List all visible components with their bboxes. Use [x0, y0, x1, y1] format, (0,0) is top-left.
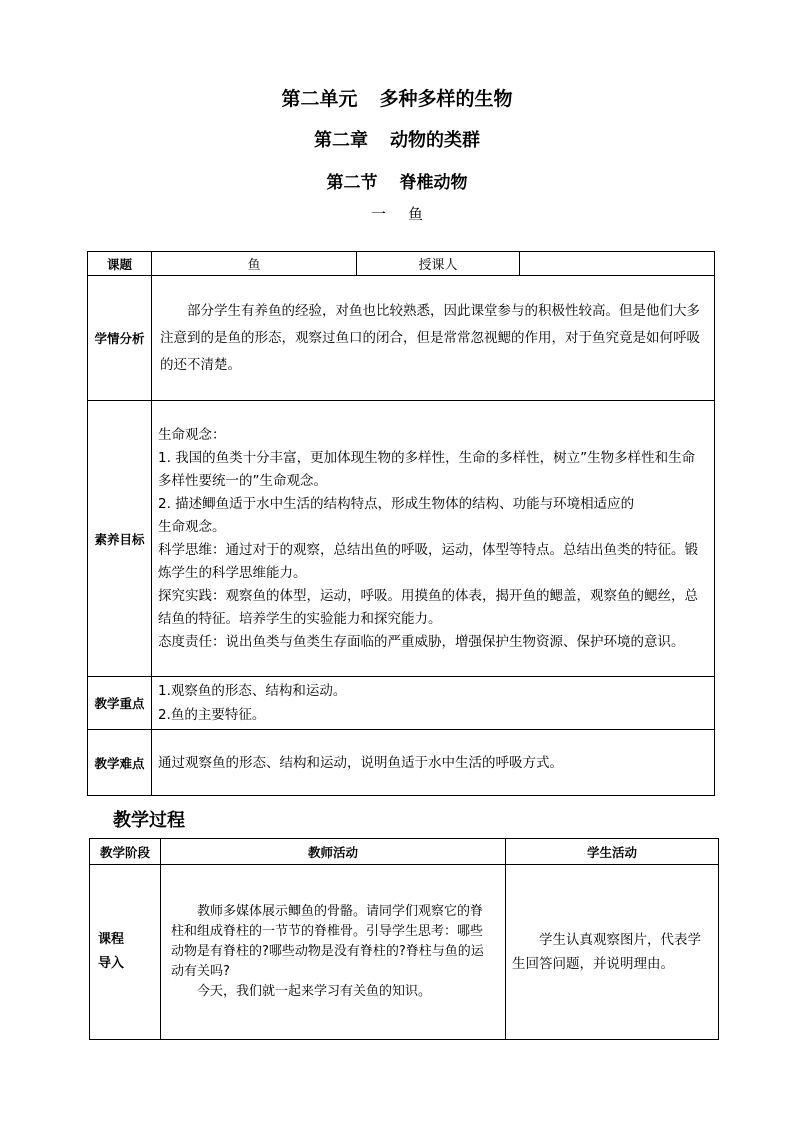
goal-line: 2. 描述鲫鱼适于水中生活的结构特点，形成生物体的结构、功能与环境相适应的: [158, 495, 635, 512]
lesson-title: 一 鱼: [370, 205, 424, 223]
process-title: 教学过程: [113, 810, 185, 831]
difficult-points-label: 教学难点: [88, 730, 152, 796]
analysis-label: 学情分析: [88, 276, 152, 401]
teacher-value: [520, 252, 715, 276]
stage-line: 导入: [98, 956, 125, 971]
student-activity-cell: 学生认真观察图片，代表学生回答问题，并说明理由。: [506, 865, 719, 1040]
teacher-activity-para: 今天，我们就一起来学习有关鱼的知识。: [197, 984, 432, 999]
table-row: [88, 276, 715, 401]
section-title: 第二节 脊椎动物: [326, 173, 468, 193]
goal-line: 科学思维：通过对于的观察，总结出鱼的呼吸，运动，体型等特点。总结出鱼类的特征。锻炼学生的科学思维能力。: [158, 541, 698, 581]
topic-value: 鱼: [152, 252, 357, 276]
teacher-activity-cell: [161, 865, 506, 1040]
analysis-text: 部分学生有养鱼的经验，对鱼也比较熟悉，因此课堂参与的积极性较高。但是他们大多注意到的是鱼的形态，观察过鱼口的闭合，但是常常忽视鳃的作用，对于鱼究竟是如何呼吸的还不清楚。: [152, 276, 715, 401]
key-point-line: 1.观察鱼的形态、结构和运动。: [158, 683, 347, 699]
table-row: [90, 839, 719, 865]
teacher-label: 授课人: [357, 252, 520, 276]
table-row: [88, 252, 715, 276]
header-student-activity: 学生活动: [506, 839, 719, 865]
table-row: [88, 401, 715, 677]
goal-line: 生命观念：: [158, 426, 226, 443]
goals-content: [152, 401, 715, 677]
chapter-title: 第二章 动物的类群: [314, 130, 480, 151]
table-row: [90, 865, 719, 1040]
goals-label: 素养目标: [88, 401, 152, 677]
table-row: [88, 730, 715, 796]
unit-title: 第二单元 多种多样的生物: [281, 88, 513, 110]
topic-label: 课题: [88, 252, 152, 276]
lesson-info-table: [87, 251, 715, 796]
goal-line: 1. 我国的鱼类十分丰富，更加体现生物的多样性，生命的多样性，树立”生物多样性和生命多样性要统一的”生命观念。: [158, 449, 696, 489]
goal-line: 生命观念。: [158, 518, 226, 535]
table-row: [88, 677, 715, 730]
process-table: [89, 838, 719, 1040]
key-point-line: 2.鱼的主要特征。: [158, 707, 266, 723]
goal-line: 态度责任：说出鱼类与鱼类生存面临的严重威胁，增强保护生物资源、保护环境的意识。: [158, 633, 685, 650]
stage-cell: [90, 865, 161, 1040]
header-teacher-activity: 教师活动: [161, 839, 506, 865]
stage-line: 课程: [98, 932, 125, 947]
difficult-points-text: 通过观察鱼的形态、结构和运动，说明鱼适于水中生活的呼吸方式。: [152, 730, 715, 796]
goal-line: 探究实践：观察鱼的体型，运动，呼吸。用摸鱼的体表，揭开鱼的鳃盖，观察鱼的鳃丝，总结鱼的特征。培养学生的实验能力和探究能力。: [158, 587, 698, 627]
key-points-label: 教学重点: [88, 677, 152, 730]
key-points-content: [152, 677, 715, 730]
header-stage: 教学阶段: [90, 839, 161, 865]
teacher-activity-para: 教师多媒体展示鲫鱼的骨骼。请同学们观察它的脊柱和组成脊柱的一节节的脊椎骨。引导学生思考：哪些动物是有脊柱的?哪些动物是没有脊柱的?脊柱与鱼的运动有关吗?: [171, 904, 484, 979]
